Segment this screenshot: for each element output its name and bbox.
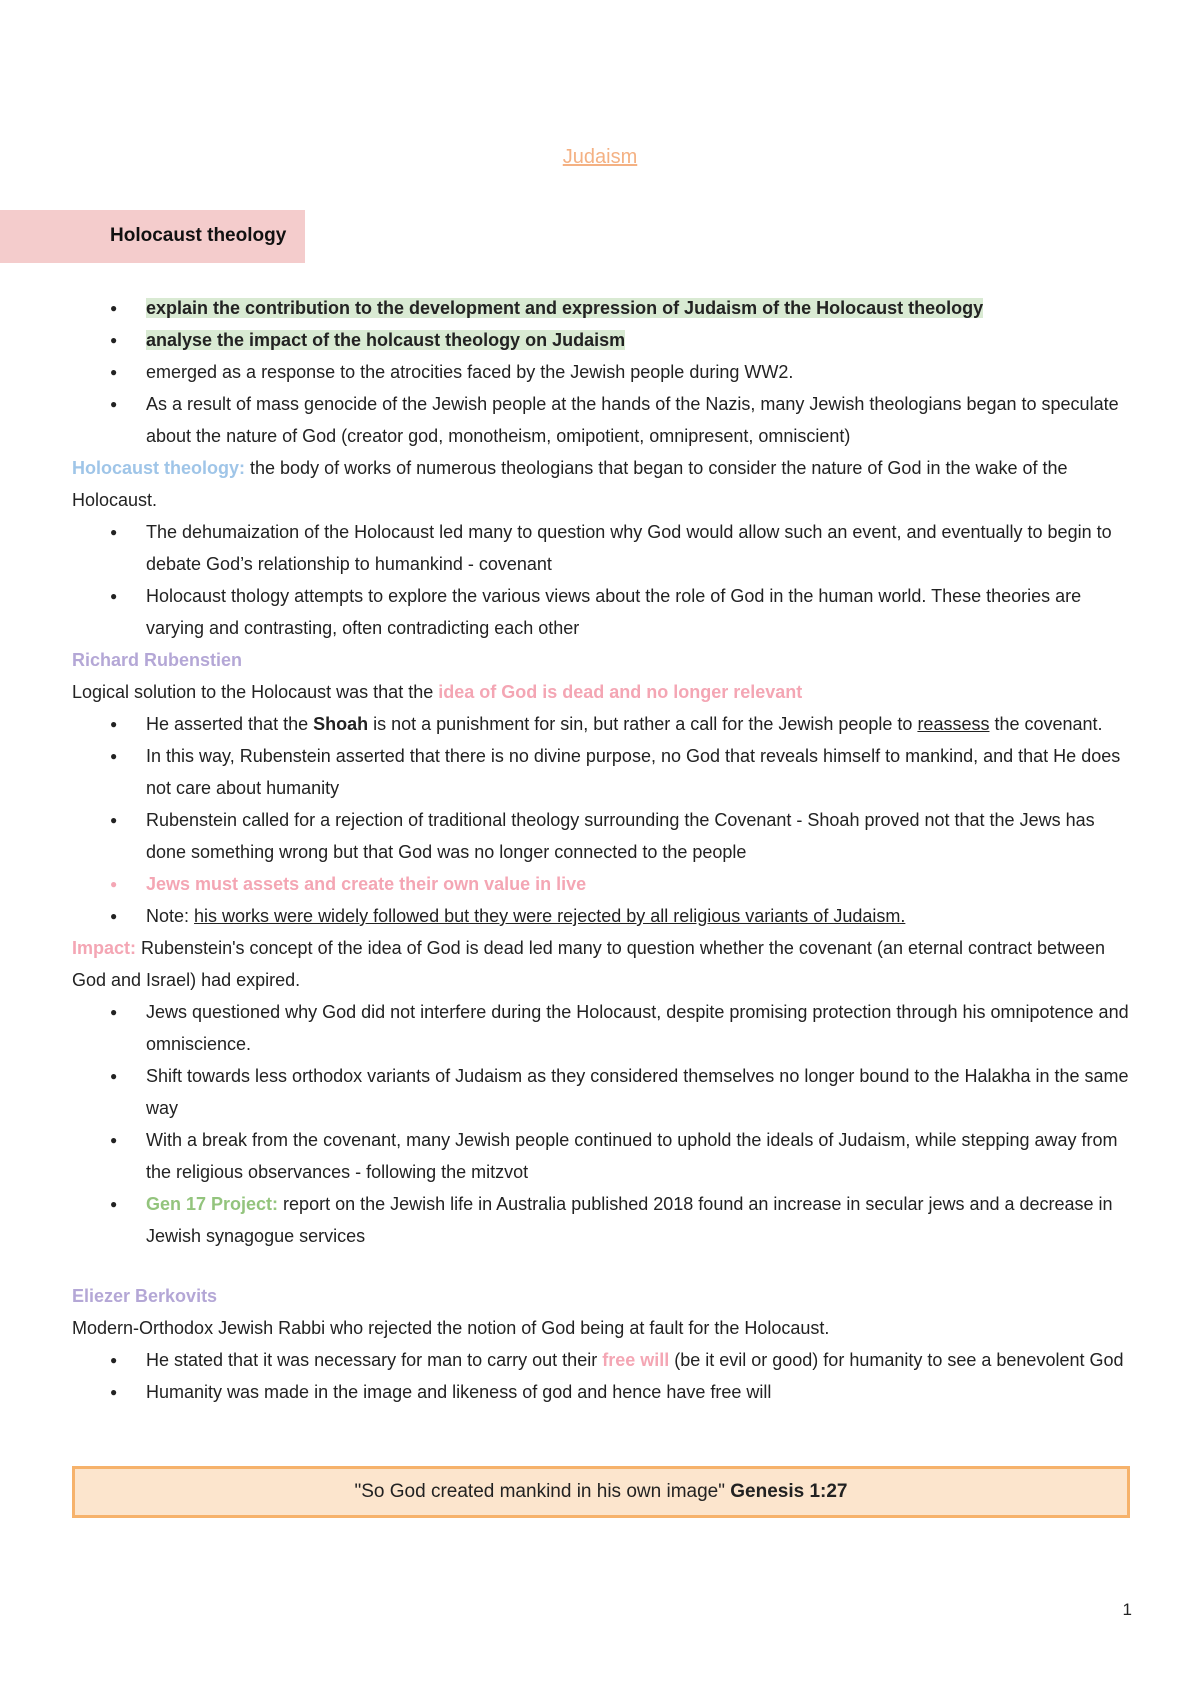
section-header (0, 210, 305, 263)
berkovits-list (72, 1344, 1132, 1408)
quote-box (72, 1466, 1130, 1518)
list-item: ● With a break from the covenant, many Jewish people continued to uphold the ideals of Judaism, while stepping away from the religious observances - following the mitzvot (72, 1124, 1132, 1188)
berkovits-intro: Modern-Orthodox Jewish Rabbi who rejected the notion of God being at fault for the Holocaust. (72, 1318, 830, 1338)
list-item: ● Rubenstein called for a rejection of traditional theology surrounding the Covenant - Shoah proved not that the Jews has done something wrong but that God was no longer connected to the people (72, 804, 1132, 868)
rubenstein-intro: Logical solution to the Holocaust was that the idea of God is dead and no longer relevant (72, 682, 803, 702)
list-item: ● He stated that it was necessary for man to carry out their free will (be it evil or good) for humanity to see a benevolent God (72, 1344, 1132, 1376)
list-item: ● Jews must assets and create their own value in live (72, 868, 1132, 900)
list-item: ● As a result of mass genocide of the Jewish people at the hands of the Nazis, many Jewish theologians began to speculate about the nature of God (creator god, monotheism, omipotient, omnipresent, omniscient) (72, 388, 1132, 452)
list-item: ● analyse the impact of the holcaust theology on Judaism (72, 324, 1132, 356)
definition-list (72, 516, 1132, 644)
impact-paragraph: Impact: Rubenstein's concept of the idea of God is dead led many to question whether the covenant (an eternal contract between God and Israel) had expired. (72, 938, 1106, 990)
list-item: ● Humanity was made in the image and likeness of god and hence have free will (72, 1376, 1132, 1408)
list-item: ● In this way, Rubenstein asserted that there is no divine purpose, no God that reveals himself to mankind, and that He does not care about humanity (72, 740, 1132, 804)
list-item: ● emerged as a response to the atrocities faced by the Jewish people during WW2. (72, 356, 1132, 388)
list-item: ● explain the contribution to the development and expression of Judaism of the Holocaust theology (72, 292, 1132, 324)
berkovits-heading: Eliezer Berkovits (72, 1286, 218, 1306)
list-item: ● The dehumaization of the Holocaust led many to question why God would allow such an event, and eventually to begin to debate God’s relationship to humankind - covenant (72, 516, 1132, 580)
list-item: ● Holocaust thology attempts to explore the various views about the role of God in the human world. These theories are varying and contrasting, often contradicting each other (72, 580, 1132, 644)
list-item: ● Note: his works were widely followed but they were rejected by all religious variants of Judaism. (72, 900, 1132, 932)
rubenstein-list (72, 708, 1132, 932)
rubenstein-heading: Richard Rubenstien (72, 650, 243, 670)
notes-body (72, 292, 1132, 1408)
definition-term: Holocaust theology: (72, 458, 246, 478)
list-item: ● Jews questioned why God did not interfere during the Holocaust, despite promising protection through his omnipotence and omniscience. (72, 996, 1132, 1060)
list-item: ● Shift towards less orthodox variants of Judaism as they considered themselves no longer bound to the Halakha in the same way (72, 1060, 1132, 1124)
page-title: Judaism (562, 146, 638, 168)
section-title: Holocaust theology (110, 225, 287, 246)
list-item: ● Gen 17 Project: report on the Jewish life in Australia published 2018 found an increase in secular jews and a decrease in Jewish synagogue services (72, 1188, 1132, 1252)
page-number: 1 (1122, 1600, 1132, 1619)
impact-list (72, 996, 1132, 1252)
quote-reference: Genesis 1:27 (730, 1481, 848, 1502)
impact-term: Impact: (72, 938, 137, 958)
list-item: ● He asserted that the Shoah is not a punishment for sin, but rather a call for the Jewish people to reassess the covenant. (72, 708, 1132, 740)
intro-list (72, 292, 1132, 452)
quote-text: "So God created mankind in his own image" (354, 1481, 731, 1502)
definition-paragraph: Holocaust theology: the body of works of numerous theologians that began to consider the nature of God in the wake of the Holocaust. (72, 458, 1068, 510)
